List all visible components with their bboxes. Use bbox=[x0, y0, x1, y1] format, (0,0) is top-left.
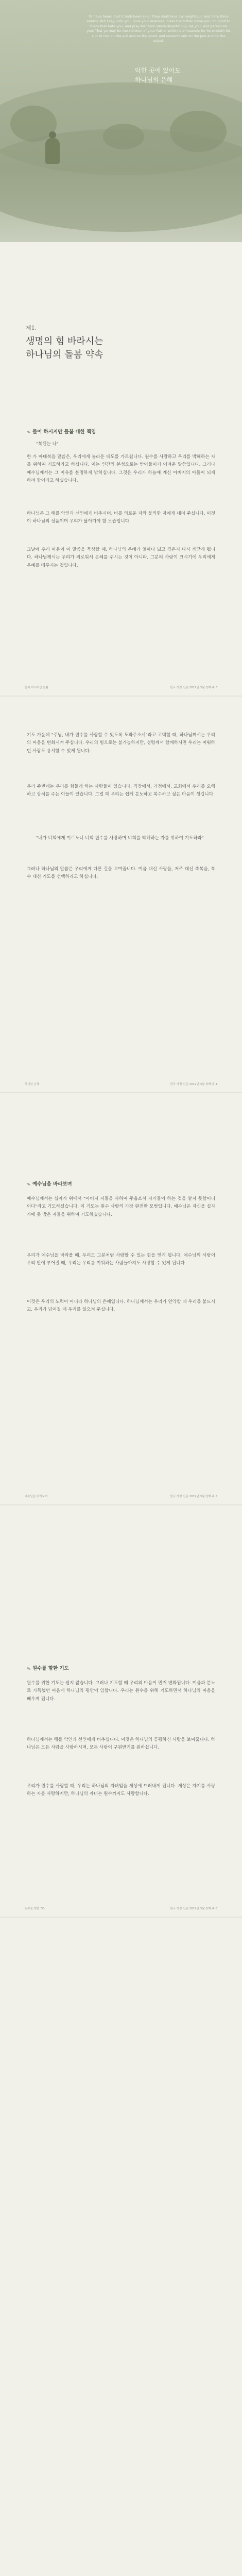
section-title bbox=[26, 335, 180, 362]
paragraph: 원수를 위한 기도는 쉽지 않습니다. 그러나 기도할 때 우리의 마음이 먼저 변화됩니다. 미움과 분노로 가득했던 마음에 하나님의 평안이 임합니다. 우리는 원수를 위해 기도하면서 하나님의 마음을 배우게 됩니다. bbox=[27, 1681, 215, 1702]
footer-left: 하나님 은혜 bbox=[25, 1083, 40, 1086]
cover-image bbox=[0, 0, 242, 242]
paragraph: 예수님께서는 십자가 위에서 "아버지 저들을 사하여 주옵소서 자기들이 하는 것을 알지 못함이니이다"라고 기도하셨습니다. 이 기도는 원수 사랑의 가장 완전한 모범입니다. 예수님은 자신을 십자가에 못 박은 자들을 위하여 기도하셨습니다. bbox=[27, 1196, 215, 1217]
page-divider bbox=[0, 1092, 242, 1093]
paragraph: 우리가 원수를 사랑할 때, 우리는 하나님의 자녀임을 세상에 드러내게 됩니다. 세상은 자기를 사랑하는 자를 사랑하지만, 하나님의 자녀는 원수까지도 사랑합니다. bbox=[27, 1784, 215, 1797]
paragraph: 우리가 예수님을 바라볼 때, 우리도 그분처럼 사랑할 수 있는 힘을 얻게 됩니다. 예수님의 사랑이 우리 안에 부어질 때, 우리는 우리를 미워하는 사람들까지도 사랑할 수 있게 됩니다. bbox=[27, 1253, 215, 1266]
paragraph: 기도 가운데 "주님, 내가 원수를 사랑할 수 있도록 도와주소서"라고 고백할 때, 하나님께서는 우리의 마음을 변화시켜 주십니다. 우리의 힘으로는 불가능하지만, 성령께서 함께하시면 우리는 미워하던 사람도 용서할 수 있게 됩니다. bbox=[27, 733, 215, 754]
page-footer bbox=[0, 1082, 242, 1089]
page-heading: 예수님을 바라보며 bbox=[27, 1180, 212, 1187]
paragraph: 그러나 하나님의 말씀은 우리에게 다른 길을 보여줍니다. 미움 대신 사랑을, 저주 대신 축복을, 복수 대신 기도를 선택하라고 하십니다. bbox=[27, 867, 215, 880]
page-divider bbox=[0, 1917, 242, 1918]
cover-title-line: 악한 곳에 있어도 bbox=[135, 67, 181, 74]
leaf-icon bbox=[27, 1183, 30, 1185]
footer-right: 한국 가정 신문 2019년 3월 첫째 주 6 bbox=[170, 1907, 217, 1910]
page-heading: 들어 하시지만 돌봄 대한 책임 bbox=[27, 428, 212, 435]
leaf-icon bbox=[27, 1667, 30, 1670]
page-footer bbox=[0, 1494, 242, 1501]
cover-tree bbox=[170, 111, 227, 152]
page-footer bbox=[0, 1906, 242, 1913]
section-title-line: 하나님의 돌봄 약속 bbox=[26, 349, 103, 361]
cover-quote: Ye have heard that it hath been said, Thou shalt love thy neighbour, and hate thine enemy. But I say unto you, Love your enemies, bless them that curse you, do good to them that hate you, and pray for them which despitefully use you, and persecute you; That ye may be the children of your Father which is in heaven: for he maketh his sun to rise on the evil and on the good, and sendeth rain on the just and on the unjust. bbox=[87, 14, 231, 43]
paragraph: 하나님은 그 해를 악인과 선인에게 비추시며, 비를 의로운 자와 불의한 자에게 내려 주십니다. 이것이 하나님의 성품이며 우리가 닮아가야 할 모습입니다. bbox=[27, 511, 215, 524]
paragraph: 그날에 우리 마음이 이 말씀을 묵상할 때, 하나님의 은혜가 얼마나 넓고 깊은지 다시 깨닫게 됩니다. 하나님께서는 우리가 의로워서 은혜를 주시는 것이 아니라, 그분의 사랑이 크시기에 우리에게 은혜를 베푸시는 것입니다. bbox=[27, 547, 215, 568]
section-number: 제1. bbox=[26, 325, 37, 331]
page-heading: 원수를 향한 기도 bbox=[27, 1664, 212, 1671]
paragraph: 이것은 우리의 노력이 아니라 하나님의 은혜입니다. 하나님께서는 우리가 연약할 때 우리를 붙드시고, 우리가 넘어질 때 우리를 일으켜 주십니다. bbox=[27, 1299, 215, 1313]
footer-left: 예수님을 바라보며 bbox=[25, 1495, 48, 1498]
scripture-quote: "복된는 나" bbox=[36, 442, 59, 447]
footer-right: 한국 가정 신문 2019년 3월 첫째 주 3 bbox=[170, 686, 217, 689]
footer-left: 들어 하시지만 돌봄 bbox=[25, 686, 49, 689]
footer-right: 한국 가정 신문 2019년 3월 첫째 주 5 bbox=[170, 1495, 217, 1498]
footer-left: 원수를 향한 기도 bbox=[25, 1907, 46, 1910]
page-divider bbox=[0, 696, 242, 697]
leaf-icon bbox=[27, 431, 30, 433]
page-footer bbox=[0, 685, 242, 692]
footer-right: 한국 가정 신문 2019년 3월 첫째 주 4 bbox=[170, 1083, 217, 1086]
cover-title-line: 하나님의 은혜 bbox=[135, 76, 173, 83]
paragraph: 하나님께서는 해를 악인과 선인에게 비추십니다. 이것은 하나님의 공평하신 사랑을 보여줍니다. 하나님은 모든 사람을 사랑하시며, 모든 사람이 구원받기를 원하십니다. bbox=[27, 1737, 215, 1751]
paragraph: 한 가 마태복음 말씀은, 우리에게 놀라운 태도를 가르칩니다. 원수를 사랑하고 우리를 박해하는 자를 위하여 기도하라고 하십니다. 이는 인간의 본성으로는 받아들이기 어려운 말씀입니다. 그러나 예수님께서는 그 이유를 분명하게 밝히십니다. 그것은 우리가 하늘에 계신 아버지의 아들이 되게 하려 함이라고 하셨습니다. bbox=[27, 454, 215, 483]
scripture-quote: "내가 너희에게 이르노니 너희 원수를 사랑하며 너희를 박해하는 자를 위하여 기도하라" bbox=[36, 836, 204, 841]
section-title-line: 생명의 힘 바라시는 bbox=[26, 336, 103, 347]
paragraph: 우리 주변에는 우리를 힘들게 하는 사람들이 있습니다. 직장에서, 가정에서, 교회에서 우리를 오해하고 상처를 주는 이들이 있습니다. 그럴 때 우리는 쉽게 분노하고 복수하고 싶은 마음이 생깁니다. bbox=[27, 784, 215, 798]
cover-person-figure bbox=[42, 131, 63, 164]
page-divider bbox=[0, 1504, 242, 1505]
cover-tree bbox=[103, 124, 144, 149]
cover-title bbox=[135, 66, 228, 84]
